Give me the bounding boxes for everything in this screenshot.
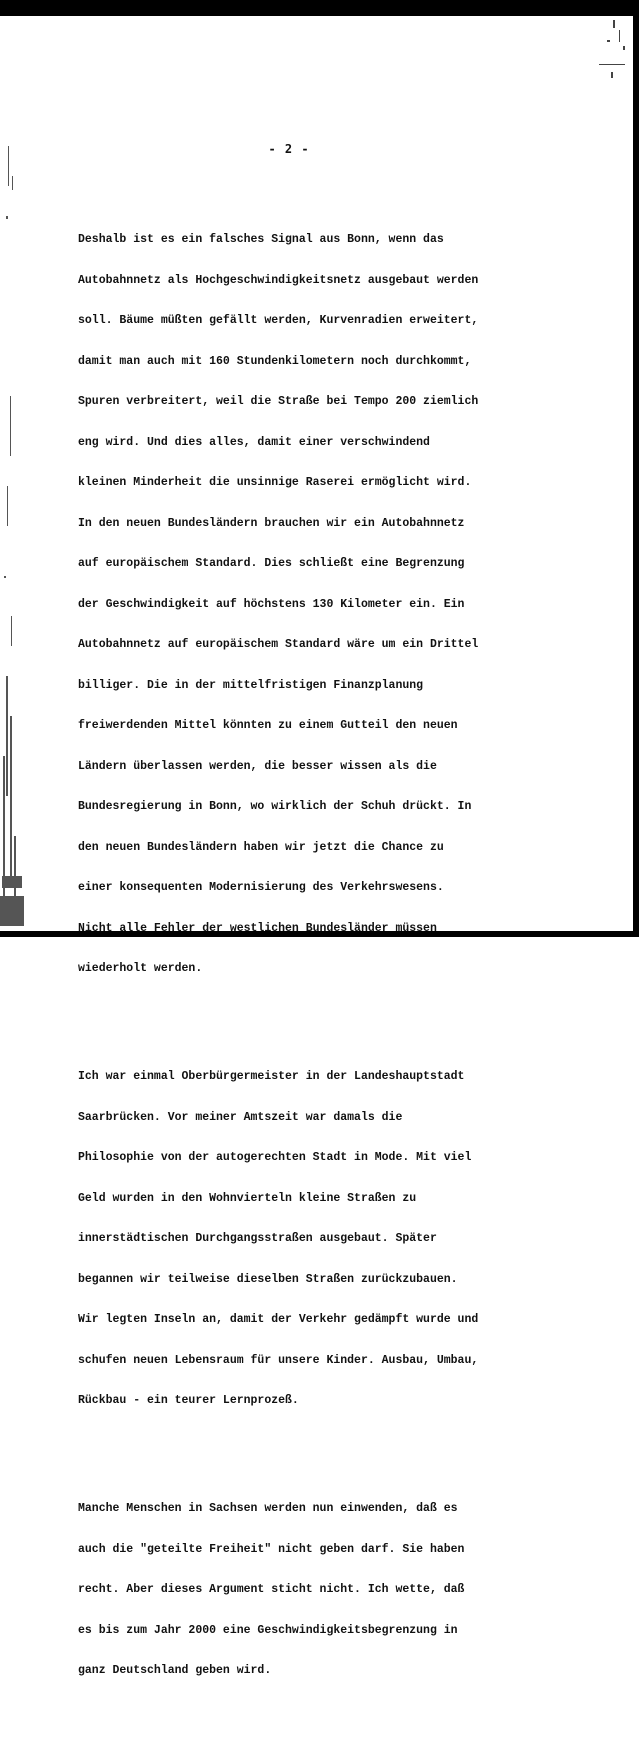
text-line: begannen wir teilweise dieselben Straßen zurückzubauen. (78, 1272, 458, 1286)
text-line: den neuen Bundesländern haben wir jetzt die Chance zu (78, 840, 444, 854)
text-line: es bis zum Jahr 2000 eine Geschwindigkeitsbegrenzung in (78, 1623, 458, 1637)
text-line: kleinen Minderheit die unsinnige Raserei ermöglicht wird. (78, 476, 472, 489)
scan-border-top (0, 0, 639, 16)
paragraph (78, 1475, 578, 1705)
text-line: billiger. Die in der mittelfristigen Finanzplanung (78, 678, 424, 692)
text-line: auch die "geteilte Freiheit" nicht geben darf. Sie haben (78, 1542, 465, 1556)
paragraph (78, 206, 578, 1003)
page-number: - 2 - (268, 142, 310, 156)
scan-noise-top-right (593, 16, 633, 86)
text-line: einer konsequenten Modernisierung des Verkehrswesens. (78, 881, 444, 894)
text-line: Rückbau - ein teurer Lernprozeß. (78, 1394, 299, 1407)
text-line: Autobahnnetz als Hochgeschwindigkeitsnetz ausgebaut werden (78, 273, 479, 287)
text-line: Geld wurden in den Wohnvierteln kleine Straßen zu (78, 1191, 417, 1205)
text-line: Ländern überlassen werden, die besser wissen als die (78, 759, 437, 773)
document-body (78, 179, 578, 1745)
text-line: freiwerdenden Mittel könnten zu einem Gutteil den neuen (78, 719, 458, 732)
text-line: Manche Menschen in Sachsen werden nun einwenden, daß es (78, 1502, 458, 1515)
text-line: Autobahnnetz auf europäischem Standard wäre um ein Drittel (78, 638, 479, 651)
text-line: recht. Aber dieses Argument sticht nicht. Ich wette, daß (78, 1583, 465, 1596)
text-line: Deshalb ist es ein falsches Signal aus Bonn, wenn das (78, 233, 444, 246)
text-line: Bundesregierung in Bonn, wo wirklich der Schuh drückt. In (78, 800, 472, 813)
paragraph (78, 1043, 578, 1435)
text-line: Wir legten Inseln an, damit der Verkehr gedämpft wurde und (78, 1313, 479, 1326)
text-line: Saarbrücken. Vor meiner Amtszeit war damals die (78, 1110, 403, 1124)
text-line: damit man auch mit 160 Stundenkilometern noch durchkommt, (78, 354, 472, 368)
text-line: innerstädtischen Durchgangsstraßen ausgebaut. Später (78, 1232, 437, 1245)
text-line: auf europäischem Standard. Dies schließt eine Begrenzung (78, 557, 465, 570)
text-line: Spuren verbreitert, weil die Straße bei Tempo 200 ziemlich (78, 395, 479, 408)
text-line: eng wird. Und dies alles, damit einer verschwindend (78, 435, 430, 449)
text-line: In den neuen Bundesländern brauchen wir ein Autobahnnetz (78, 516, 465, 530)
text-line: Philosophie von der autogerechten Stadt in Mode. Mit viel (78, 1151, 472, 1164)
text-line: Ich war einmal Oberbürgermeister in der Landeshauptstadt (78, 1070, 465, 1083)
text-line: ganz Deutschland geben wird. (78, 1664, 272, 1677)
text-line: wiederholt werden. (78, 962, 203, 975)
text-line: Nicht alle Fehler der westlichen Bundesländer müssen (78, 921, 437, 935)
text-line: soll. Bäume müßten gefällt werden, Kurvenradien erweitert, (78, 314, 479, 327)
scan-border-right (633, 0, 639, 937)
text-line: schufen neuen Lebensraum für unsere Kinder. Ausbau, Umbau, (78, 1353, 479, 1367)
text-line: der Geschwindigkeit auf höchstens 130 Kilometer ein. Ein (78, 597, 465, 611)
